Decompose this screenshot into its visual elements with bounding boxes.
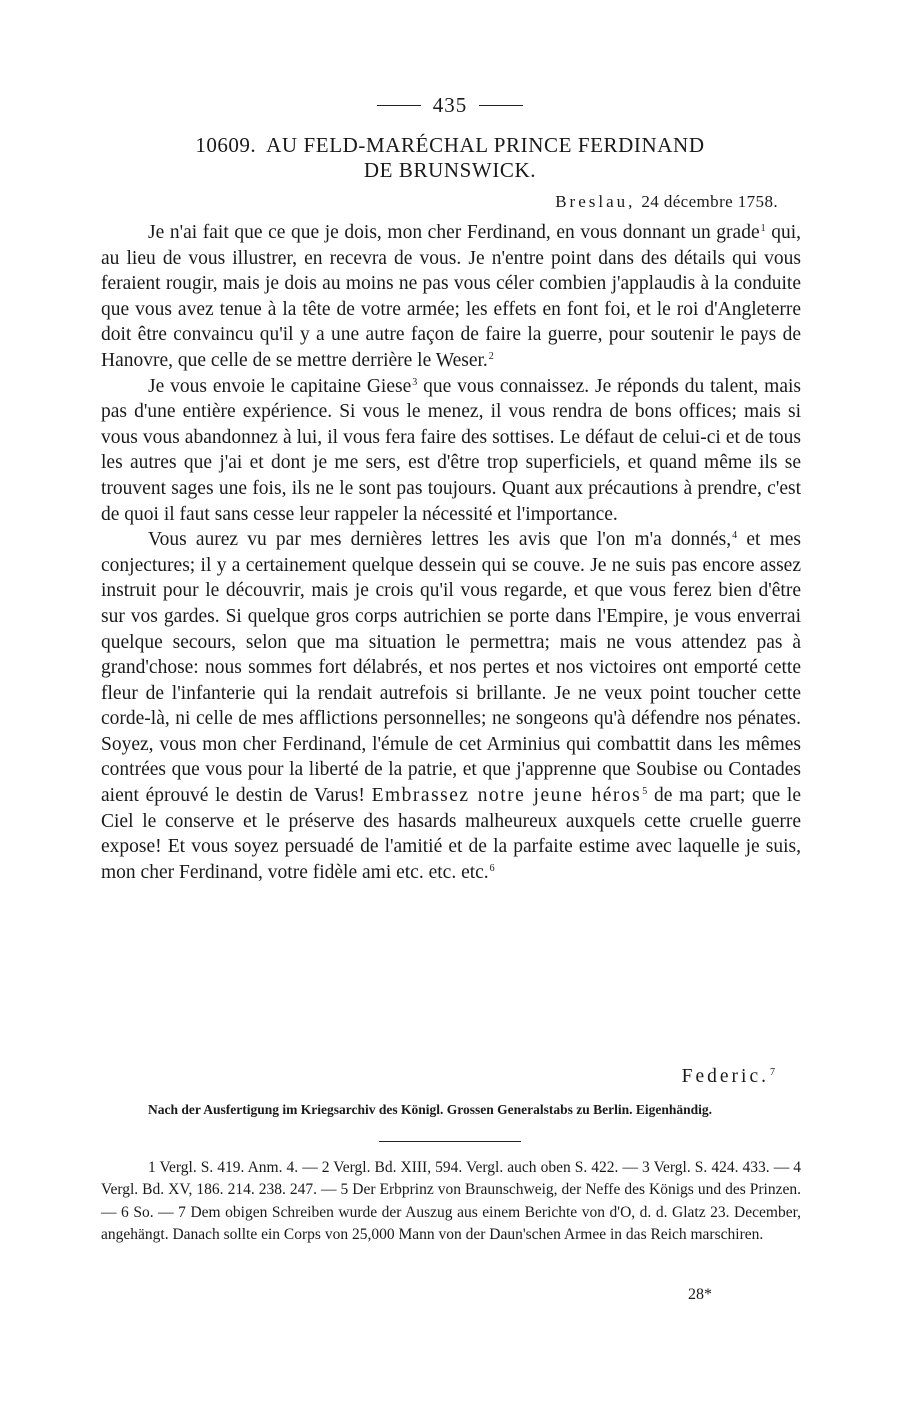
- paragraph-2: [101, 374, 801, 528]
- footnote-ref-4: 4: [732, 530, 738, 542]
- letter-title-line1: AU FELD-MARÉCHAL PRINCE FERDINAND: [266, 133, 705, 157]
- p1-text-b: qui, au lieu de vous illustrer, en recevra de vous. Je n'entre point dans des détails qui vous feraient rougir, mais je dois au moins ne pas vous céler combien j'applaudis à la conduite que vous avez tenue à la tête de votre armée; les effets en font foi, et le roi d'Angleterre doit être convaincu qu'il y a une autre façon de faire la guerre, pour soutenir le pays de Hanovre, que celle de se mettre derrière le Weser.: [101, 222, 801, 371]
- dateline-date: 24 décembre 1758.: [641, 192, 778, 211]
- dateline-place: Breslau,: [555, 192, 636, 211]
- p2-text-a: Je vous envoie le capitaine Giese: [148, 375, 412, 397]
- dateline: [555, 192, 778, 212]
- paragraph-1: [101, 220, 801, 374]
- page-header: [0, 90, 900, 120]
- footnotes: 1 Vergl. S. 419. Anm. 4. — 2 Vergl. Bd. XIII, 594. Vergl. auch oben S. 422. — 3 Vergl. S. 424. 433. — 4 Vergl. Bd. XV, 186. 214. 238. 247. — 5 Der Erbprinz von Braunschweig, der Neffe des Königs und des Prinzen. — 6 So. — 7 Dem obigen Schreiben wurde der Auszug aus einem Berichte von d'O, d. d. Glatz 23. December, angehängt. Danach sollte ein Corps von 25,000 Mann von der Daun'schen Armee in das Reich marschiren.: [101, 1159, 801, 1244]
- page-number: 435: [432, 92, 468, 117]
- p1-text-a: Je n'ai fait que ce que je dois, mon cher Ferdinand, en vous donnant un grade: [148, 222, 760, 243]
- p3-text-a: Vous aurez vu par mes dernières lettres les avis que l'on m'a donnés,: [148, 529, 732, 551]
- letter-title-line2: DE BRUNSWICK.: [363, 158, 537, 182]
- footnote-ref-3: 3: [412, 376, 418, 388]
- p3-text-b: et mes conjectures; il y a certainement quelque dessein qui se couve. Je ne suis pas encore assez instruit pour le découvrir, mais je crois qu'il vous regarde, et que vous ferez bien d'être sur vos gardes. Si quelque gros corps autrichien se porte dans l'Empire, je vous enverrai quelque secours, selon que ma situation le permettra; mais ne vous attendez pas à grand'chose: nous sommes fort délabrés, et nos pertes et nos victoires ont emporté cette fleur de l'infanterie qui la rendait autrefois si brillante. Je ne veux point toucher cette corde-là, ni celle de mes afflictions personnelles; ne songeons qu'à défendre nos pénates. Soyez, vous mon cher Ferdinand, l'émule de cet Arminius qui combattit dans les mêmes contrées que vous pour la liberté de la patrie, et que j'apprenne que Soubise ou Contades aient éprouvé le destin de Varus!: [101, 529, 801, 807]
- p3-spaced-text: Embrassez notre jeune héros: [371, 785, 642, 807]
- footnote-ref-7: 7: [770, 1067, 778, 1078]
- p2-text-b: que vous connaissez. Je réponds du talent, mais pas d'une entière expérience. Si vous le menez, il vous rendra de bons offices; mais si vous vous abandonnez à lui, il vous fera faire des sottises. Le défaut de celui-ci et de tous les autres que j'ai et dont je me sers, est d'être trop superficiels, et quand même ils se trouvent sages une fois, ils ne le sont pas toujours. Quant aux précautions à prendre, c'est de quoi il faut sans cesse leur rappeler la nécessité et l'importance.: [101, 375, 801, 525]
- letter-title: [100, 133, 800, 183]
- footnote-ref-6: 6: [489, 862, 495, 874]
- letter-number: 10609.: [195, 133, 257, 157]
- footnote-ref-2: 2: [488, 350, 494, 362]
- paragraph-3: [101, 527, 801, 885]
- signature-name: Federic.: [681, 1066, 769, 1087]
- signature-mark: 28*: [688, 1286, 712, 1303]
- letter-body: [101, 220, 801, 885]
- header-rule-left: [377, 105, 421, 106]
- signature: [682, 1066, 778, 1088]
- footnote-ref-5: 5: [642, 786, 648, 798]
- footnote-ref-1: 1: [760, 223, 766, 234]
- p3-text-c: de ma part; que le Ciel le conserve et le préserve des hasards malheureux auxquels cette cruelle guerre expose! Et vous soyez persuadé de l'amitié et de la parfaite estime avec laquelle je suis, mon cher Ferdinand, votre fidèle ami etc. etc. etc.: [101, 785, 801, 883]
- footnote-divider: [379, 1141, 521, 1142]
- header-rule-right: [479, 105, 523, 106]
- source-note: Nach der Ausfertigung im Kriegsarchiv des Königl. Grossen Generalstabs zu Berlin. Eigenhändig.: [148, 1102, 713, 1117]
